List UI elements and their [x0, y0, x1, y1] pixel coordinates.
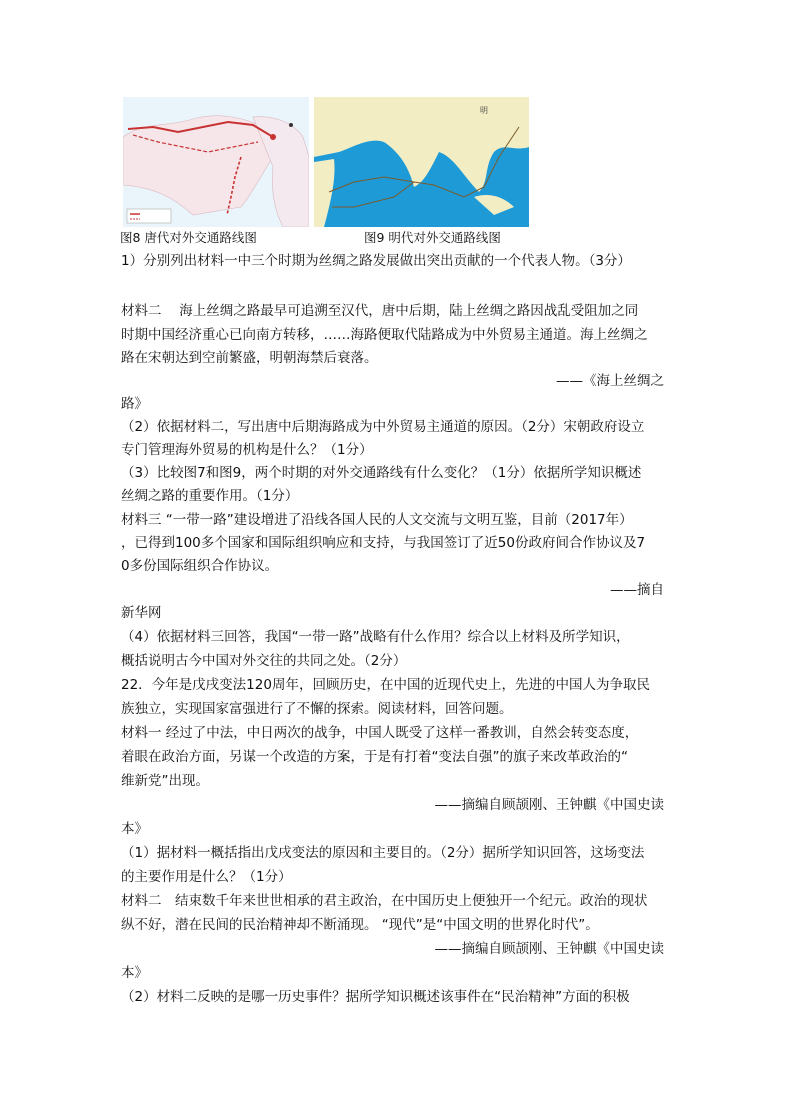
material-two-line: 路在宋朝达到空前繁盛，明朝海禁后衰落。: [121, 350, 378, 366]
map2-island: [414, 171, 422, 183]
question-3-cont: 丝绸之路的重要作用。（1分）: [121, 488, 299, 504]
material-two-b-line: 材料二 结束数千年来世世相承的君主政治，在中国历史上便独开一个纪元。政治的现状: [121, 893, 648, 909]
source-citation: ——摘自: [610, 582, 664, 598]
figure9-caption: 图9 明代对外交通路线图: [364, 230, 501, 245]
question-22-intro: 22．今年是戊戌变法120周年，回顾历史，在中国的近现代史上，先进的中国人为争取民: [121, 677, 650, 693]
question-2: （2）依据材料二，写出唐中后期海路成为中外贸易主通道的原因。（2分）宋朝政府设立: [121, 419, 645, 435]
ming-route-map: [314, 97, 529, 227]
map2-label-ming: 明: [480, 106, 488, 115]
map1-city-marker: [289, 123, 293, 127]
question-22-1-cont: 的主要作用是什么？（1分）: [121, 869, 292, 885]
map1-legend: [127, 209, 171, 223]
question-22-2: （2）材料二反映的是哪一历史事件？据所学知识概述该事件在“民治精神”方面的积极: [121, 989, 630, 1005]
source-citation-cont: 本》: [121, 965, 148, 981]
question-2-cont: 专门管理海外贸易的机构是什么？（1分）: [121, 442, 373, 458]
material-one-line: 维新党”出现。: [121, 773, 209, 789]
question-1: 1）分别列出材料一中三个时期为丝绸之路发展做出突出贡献的一个代表人物。（3分）: [121, 253, 631, 269]
material-two-line: 时期中国经济重心已向南方转移，……海路便取代陆路成为中外贸易主通道。海上丝绸之: [121, 327, 648, 343]
material-three-line: 材料三 “一带一路”建设增进了沿线各国人民的人文交流与文明互鉴，目前（2017年）: [121, 512, 633, 528]
source-citation-cont: 新华网: [121, 605, 162, 621]
source-citation-cont: 路》: [121, 396, 148, 412]
question-4-cont: 概括说明古今中国对外交往的共同之处。（2分）: [121, 653, 407, 669]
question-22-1: （1）据材料一概括指出戊戌变法的原因和主要目的。（2分）据所学知识回答，这场变法: [121, 845, 645, 861]
question-3: （3）比较图7和图9，两个时期的对外交通路线有什么变化？（1分）依据所学知识概述: [121, 465, 642, 481]
material-two-line: 材料二 海上丝绸之路最早可追溯至汉代，唐中后期，陆上丝绸之路因战乱受阻加之同: [121, 303, 639, 319]
source-citation: ——摘编自顾颉刚、王钟麒《中国史读: [434, 941, 664, 957]
question-4: （4）依据材料三回答，我国“一带一路”战略有什么作用？综合以上材料及所学知识，: [121, 629, 630, 645]
map1-city-marker: [270, 134, 276, 140]
figure8-caption: 图8 唐代对外交通路线图: [120, 230, 257, 245]
source-citation: ——《海上丝绸之: [556, 373, 664, 389]
tang-route-map: [123, 97, 309, 227]
question-22-intro-cont: 族独立，实现国家富强进行了不懈的探索。阅读材料，回答问题。: [121, 701, 513, 717]
material-three-line: 0多份国际组织合作协议。: [121, 558, 279, 574]
material-one-line: 材料一 经过了中法，中日两次的战争，中国人既受了这样一番教训，自然会转变态度，: [121, 725, 639, 741]
source-citation-cont: 本》: [121, 821, 148, 837]
source-citation: ——摘编自顾颉刚、王钟麒《中国史读: [434, 797, 664, 813]
material-three-line: ，已得到100多个国家和国际组织响应和支持，与我国签订了近50份政府间合作协议及7: [121, 535, 646, 551]
material-two-b-line: 纵不好，潜在民间的民治精神却不断涌现。 “现代”是“中国文明的世界化时代”。: [121, 917, 599, 933]
material-one-line: 着眼在政治方面，另谋一个改造的方案，于是有打着“变法自强”的旗子来改革政治的“: [121, 749, 628, 765]
